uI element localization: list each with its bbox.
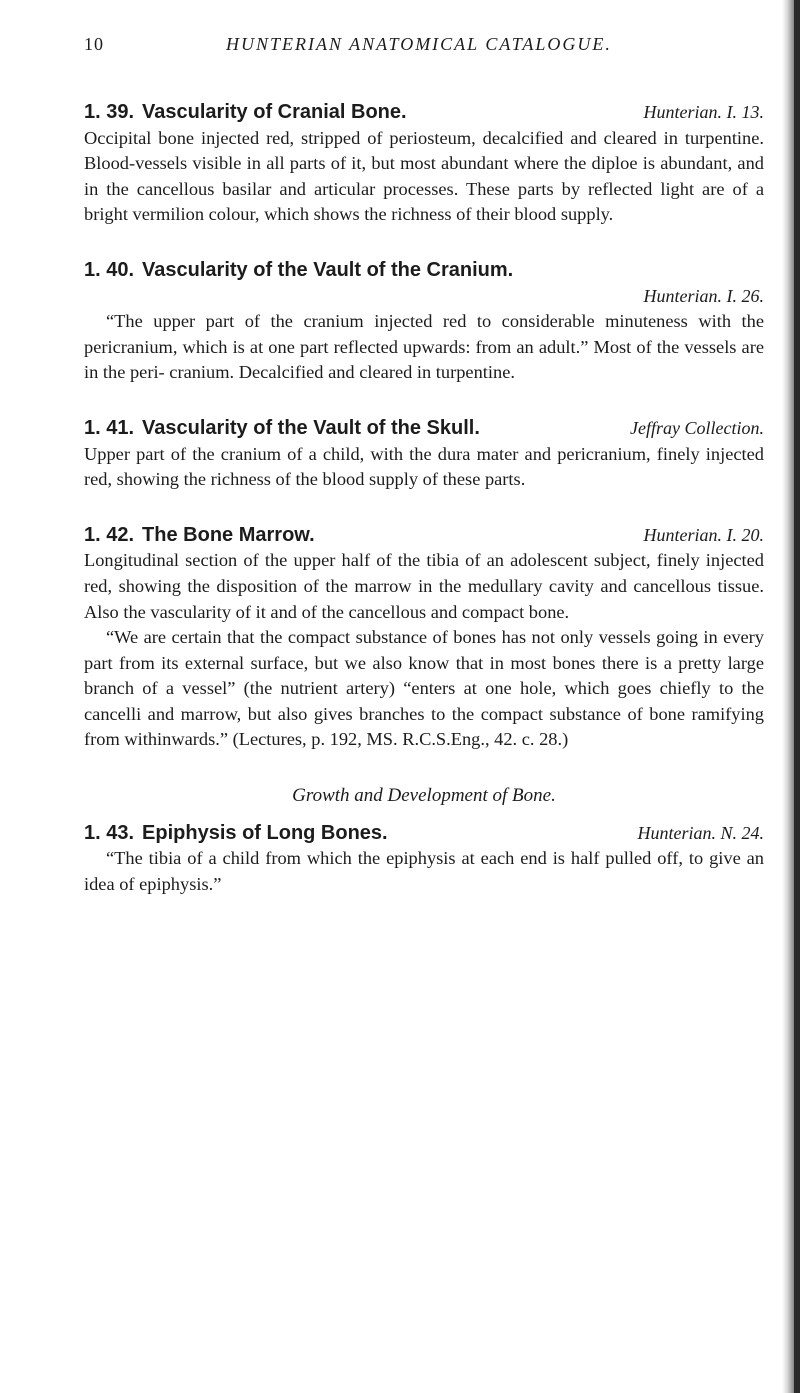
entry-quotation: “The tibia of a child from which the epiphysis at each end is half pulled off, to give an idea of epiphysis.” bbox=[84, 848, 764, 894]
entry-heading bbox=[84, 821, 764, 847]
catalogue-entry bbox=[84, 821, 764, 898]
entry-title: The Bone Marrow. bbox=[142, 523, 315, 546]
entry-description: Longitudinal section of the upper half of the tibia of an adolescent subject, finely injected red, showing the disposition of the marrow in the medullary cavity and cancellous tissue. Also the vascularity of it and of the cancellous and compact bone. bbox=[84, 550, 764, 622]
section-heading: Growth and Development of Bone. bbox=[292, 785, 556, 807]
entry-title: Vascularity of the Vault of the Skull. bbox=[142, 416, 480, 439]
entry-description: “The upper part of the cranium injected red to considerable minuteness with the pericranium, which is at one part reflected upwards: from an adult.” Most of the vessels are in the peri- cranium. Decalcified and cleared in turpentine. bbox=[84, 311, 764, 383]
entry-source: Hunterian. N. 24. bbox=[637, 822, 764, 843]
entry-source: Hunterian. I. 26. bbox=[643, 285, 764, 306]
catalogue-entry bbox=[84, 416, 764, 493]
catalogue-entry bbox=[84, 258, 764, 386]
catalogue-entry bbox=[84, 523, 764, 753]
entry-heading bbox=[84, 100, 764, 126]
entry-title: Vascularity of Cranial Bone. bbox=[142, 101, 407, 123]
entry-description: Occipital bone injected red, stripped of periosteum, decalcified and cleared in turpentine. Blood-vessels visible in all parts of it, but most abundant where the diploe is abundant, and in the cancellous basilar and articular processes. These parts by reflected light are of a bright vermilion colour, which shows the richness of their blood supply. bbox=[84, 127, 764, 225]
entry-title: Vascularity of the Vault of the Cranium. bbox=[142, 258, 514, 281]
entry-number: 1. 39. bbox=[84, 101, 135, 123]
entry-number: 1. 43. bbox=[84, 821, 135, 844]
entry-number: 1. 41. bbox=[84, 416, 135, 439]
entry-number: 1. 42. bbox=[84, 523, 135, 546]
entry-description: Upper part of the cranium of a child, with the dura mater and pericranium, finely injected red, showing the richness of the blood supply of these parts. bbox=[84, 443, 764, 490]
entry-source: Jeffray Collection. bbox=[630, 417, 764, 438]
page-edge-binding bbox=[794, 0, 800, 1393]
catalogue-entry bbox=[84, 100, 764, 228]
entry-source: Hunterian. I. 20. bbox=[643, 524, 764, 545]
entry-heading bbox=[84, 523, 764, 549]
entry-title: Epiphysis of Long Bones. bbox=[142, 821, 388, 844]
document-page bbox=[84, 32, 764, 927]
entry-heading bbox=[84, 258, 764, 284]
entry-source: Hunterian. I. 13. bbox=[643, 102, 764, 122]
entry-heading bbox=[84, 416, 764, 442]
page-header bbox=[84, 32, 764, 72]
running-title: HUNTERIAN ANATOMICAL CATALOGUE. bbox=[226, 34, 612, 54]
page-number: 10 bbox=[84, 34, 104, 54]
entry-quotation: “We are certain that the compact substance of bones has not only vessels going in every part from its external surface, but we also know that in most bones there is a pretty large branch of a vessel” (the nutrient artery) “enters at one hole, which goes chiefly to the cancelli and marrow, but also gives branches to the compact substance of bone ramifying from withinwards.” (Lectures, p. 192, MS. R.C.S.Eng., 42. c. 28.) bbox=[84, 627, 764, 750]
entry-number: 1. 40. bbox=[84, 258, 135, 281]
